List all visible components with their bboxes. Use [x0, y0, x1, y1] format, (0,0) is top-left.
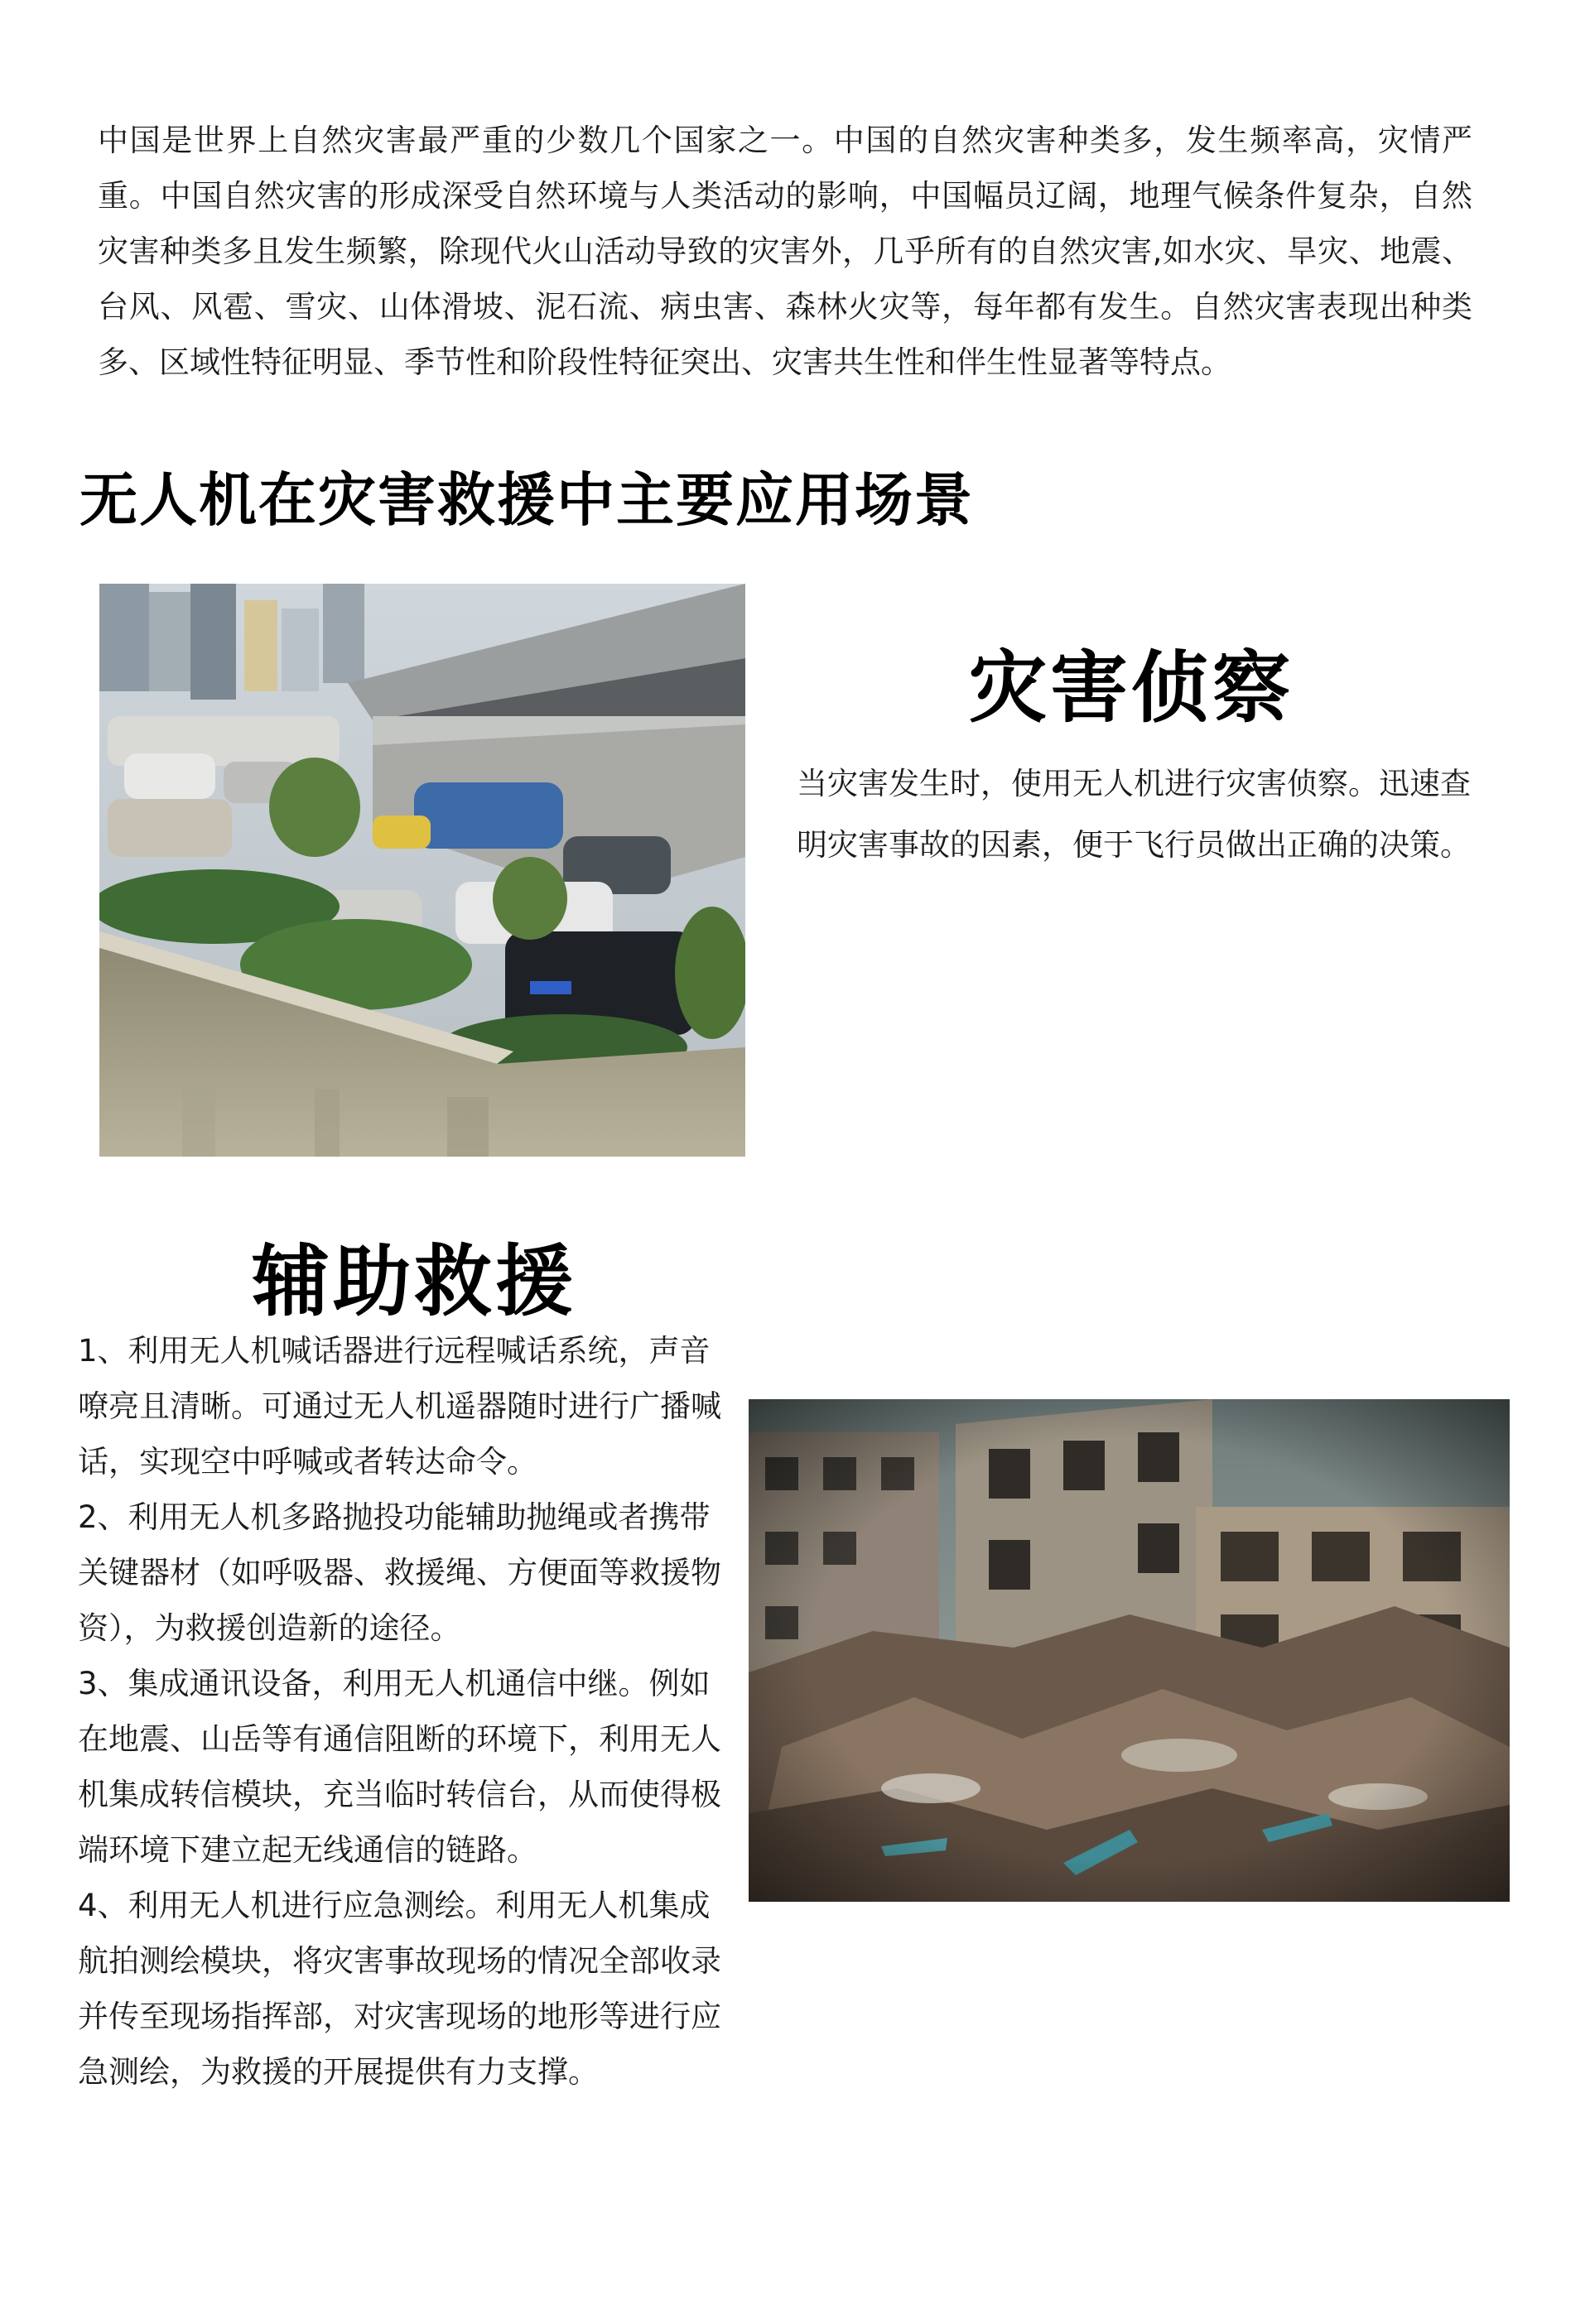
section-title: 无人机在灾害救援中主要应用场景: [80, 466, 974, 534]
rescue-item-2: 2、利用无人机多路抛投功能辅助抛绳或者携带关键器材（如呼吸器、救援绳、方便面等救援物资），为救援创造新的途径。: [78, 1499, 721, 1646]
recon-description: 当灾害发生时，使用无人机进行灾害侦察。迅速查明灾害事故的因素，便于飞行员做出正确的决策。: [797, 766, 1471, 863]
recon-title: 灾害侦察: [969, 643, 1294, 734]
intro-paragraph: 中国是世界上自然灾害最严重的少数几个国家之一。中国的自然灾害种类多，发生频率高，灾情严重。中国自然灾害的形成深受自然环境与人类活动的影响，中国幅员辽阔，地理气候条件复杂，自然灾害种类多且发生频繁，除现代火山活动导致的灾害外，几乎所有的自然灾害,如水灾、旱灾、地震、台风、风雹、雪灾、山体滑坡、泥石流、病虫害、森林火灾等，每年都有发生。自然灾害表现出种类多、区域性特征明显、季节性和阶段性特征突出、灾害共生性和伴生性显著等特点。: [98, 123, 1472, 380]
flood-scene-image: [99, 584, 745, 1157]
rescue-title: 辅助救援: [252, 1237, 577, 1327]
earthquake-ruins-image: [749, 1399, 1510, 1902]
rescue-item-4: 4、利用无人机进行应急测绘。利用无人机集成航拍测绘模块，将灾害事故现场的情况全部收录并传至现场指挥部，对灾害现场的地形等进行应急测绘，为救援的开展提供有力支撑。: [78, 1888, 721, 2090]
rescue-item-3: 3、集成通讯设备，利用无人机通信中继。例如在地震、山岳等有通信阻断的环境下，利用无人机集成转信模块，充当临时转信台，从而使得极端环境下建立起无线通信的链路。: [78, 1666, 721, 1868]
rescue-item-1: 1、利用无人机喊话器进行远程喊话系统，声音嘹亮且清晰。可通过无人机遥器随时进行广播喊话，实现空中呼喊或者转达命令。: [78, 1333, 721, 1480]
rescue-list: [78, 1323, 740, 2100]
